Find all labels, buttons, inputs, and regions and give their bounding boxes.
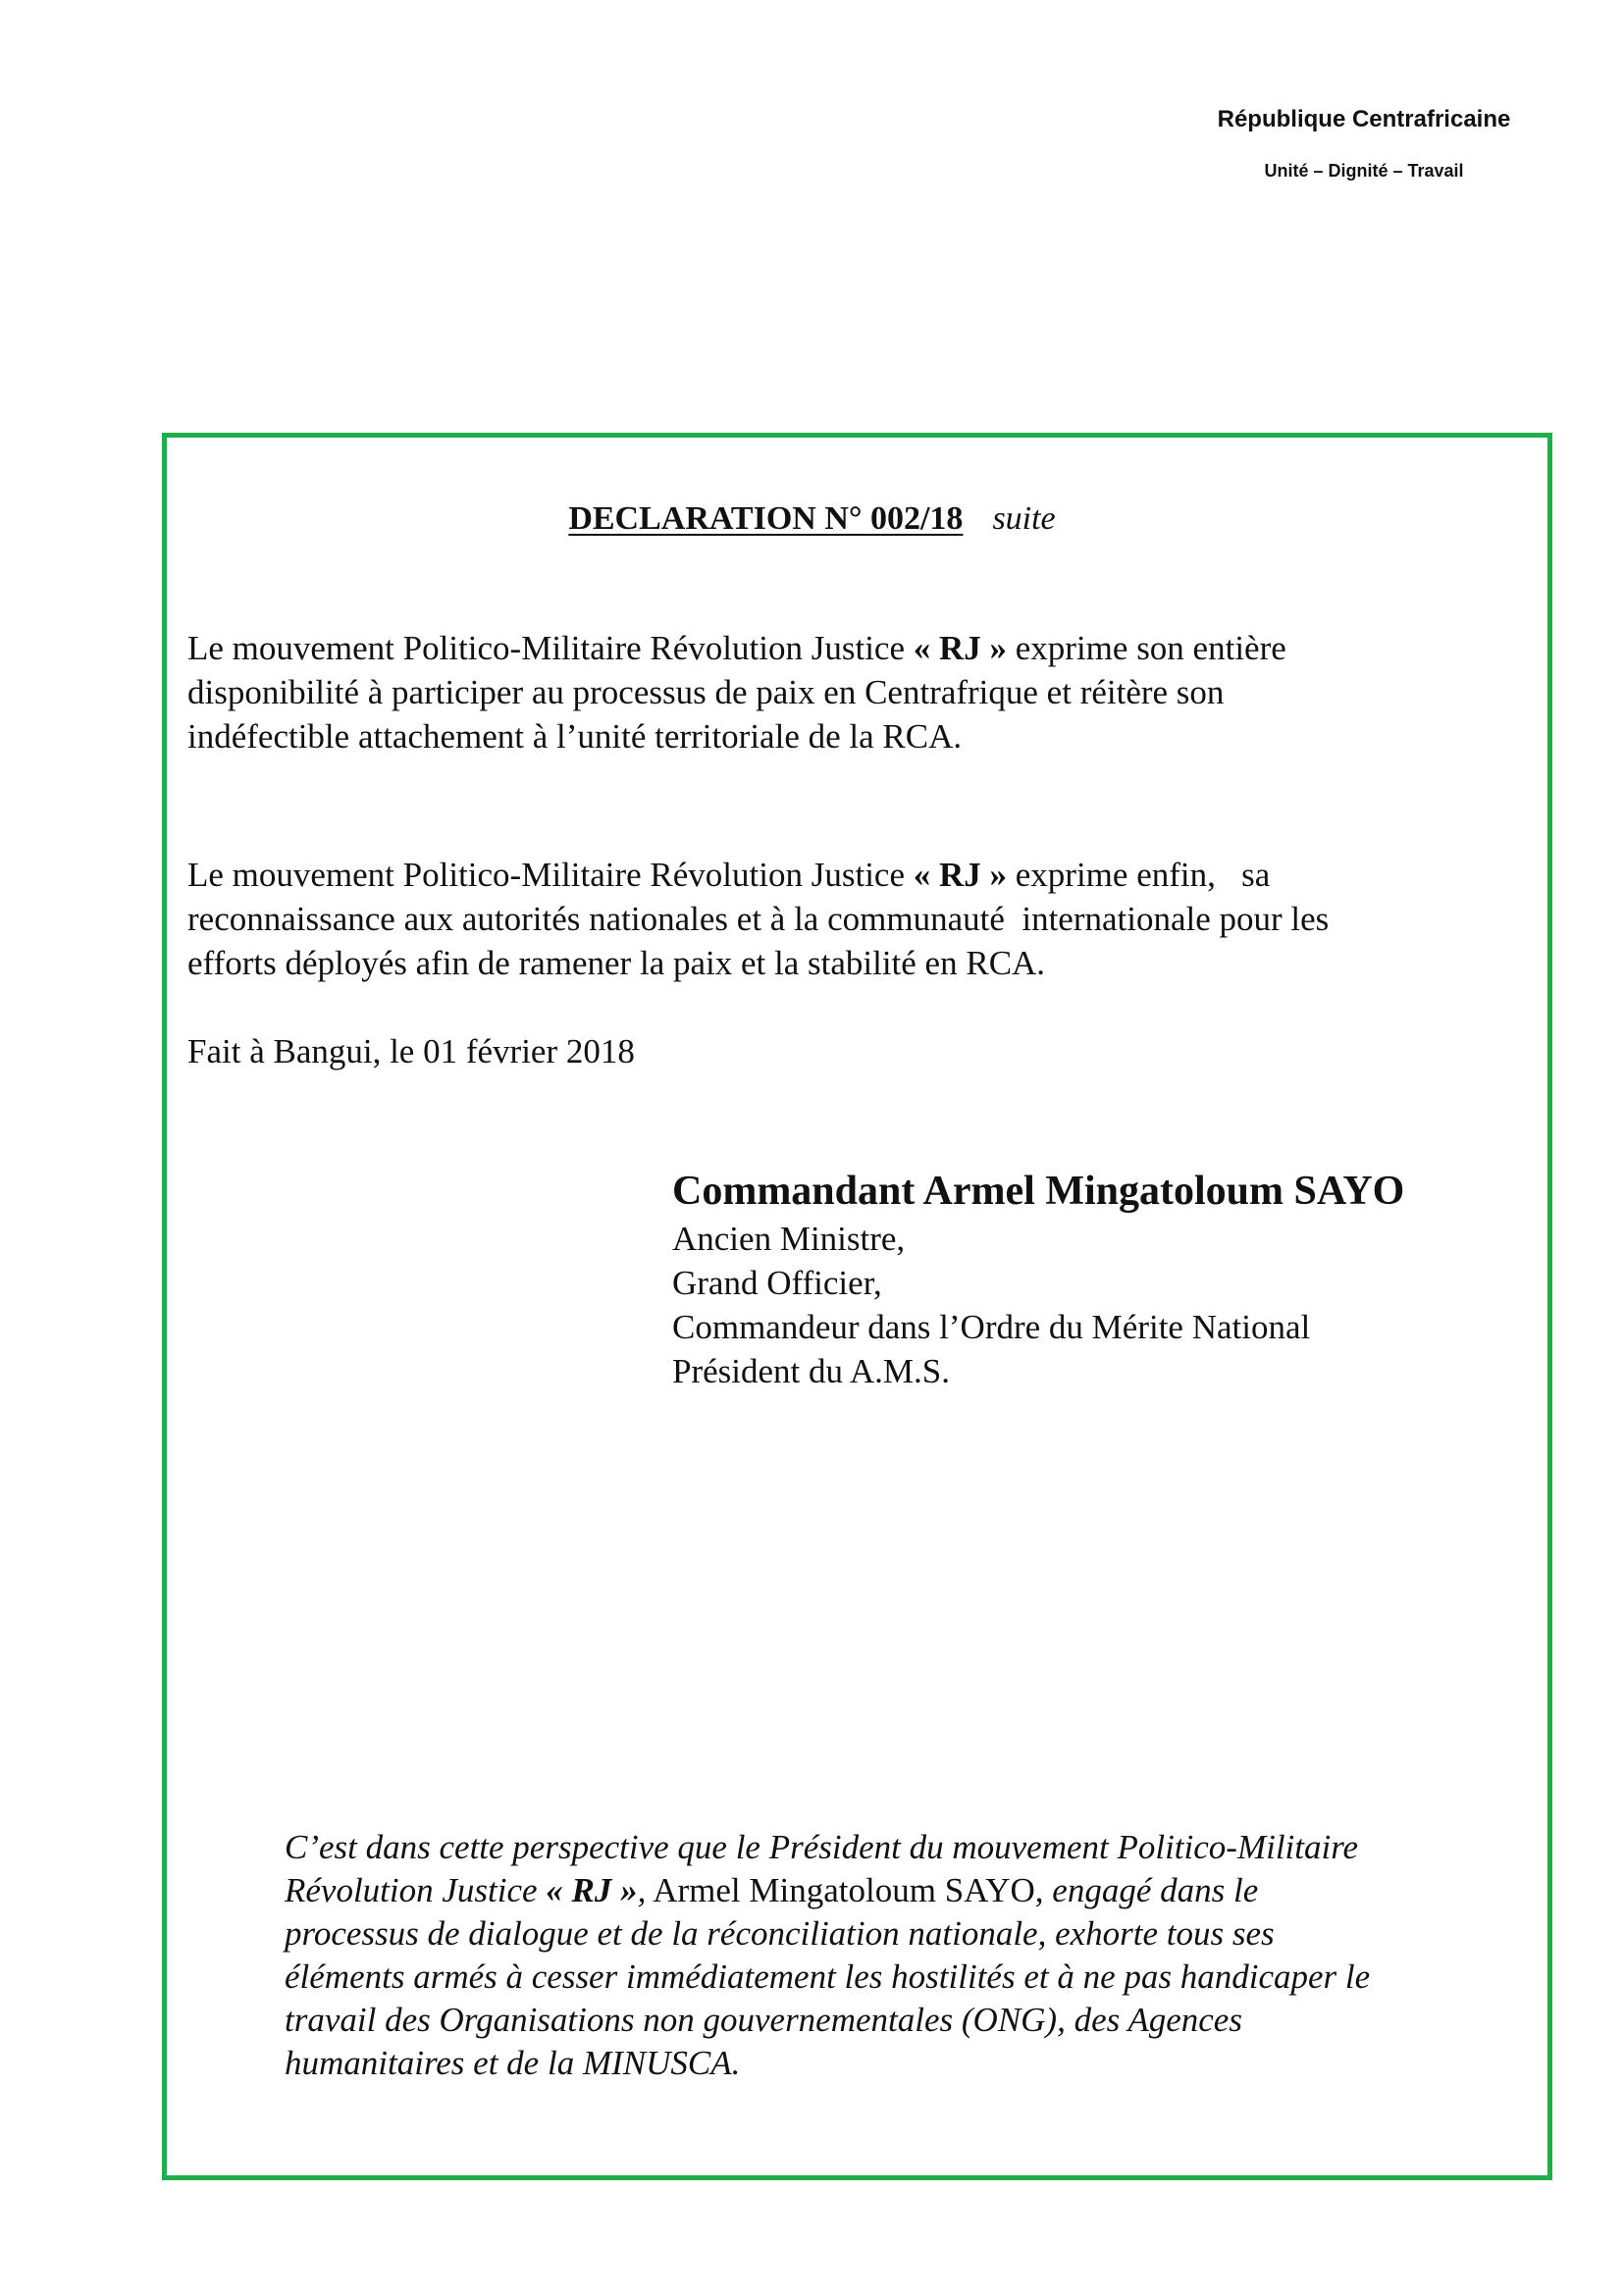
signatory-title: Commandeur dans l’Ordre du Mérite National [672,1308,1311,1346]
text-segment: , engagé dans le [1034,1871,1259,1909]
closing-line: C’est dans cette perspective que le Président du mouvement Politico-Militaire [285,1828,1359,1866]
rj-abbreviation: « RJ » [913,629,1008,667]
closing-line: travail des Organisations non gouvernementales (ONG), des Agences [285,2001,1242,2039]
closing-line: humanitaires et de la MINUSCA. [285,2044,741,2082]
president-name: Armel Mingatoloum SAYO [646,1871,1035,1909]
rj-abbreviation: « RJ » [913,856,1008,894]
paragraph-line: reconnaissance aux autorités nationales et à la communauté internationale pour les [187,900,1330,938]
paragraph-line [187,626,1551,670]
paragraph-line: efforts déployés afin de ramener la paix et la stabilité en RCA. [187,944,1046,982]
signatory-title: Ancien Ministre, [672,1220,906,1258]
paragraph-line [187,853,1551,897]
declaration-number: DECLARATION N° 002/18 [568,500,964,537]
national-motto: Unité – Dignité – Travail [1264,161,1464,181]
paragraph-gratitude [187,853,1551,985]
paragraph-line: disponibilité à participer au processus de paix en Centrafrique et réitère son [187,673,1225,711]
signatory-name: Commandant Armel Mingatoloum SAYO [672,1169,1405,1214]
signatory-title: Grand Officier, [672,1264,882,1302]
place-and-date: Fait à Bangui, le 01 février 2018 [187,1032,635,1070]
declaration-title [0,500,1624,538]
rj-abbreviation: « RJ » [546,1871,638,1909]
paragraph-availability [187,626,1551,758]
signature-block [672,1166,1536,1393]
signatory-title: Président du A.M.S. [672,1352,950,1390]
text-segment: Le mouvement Politico-Militaire Révolution Justice [187,629,914,667]
text-segment: Révolution Justice [285,1871,547,1909]
closing-statement [285,1826,1541,2085]
text-segment: exprime son entière [1007,629,1286,667]
country-name: République Centrafricaine [1217,106,1511,132]
text-segment: exprime enfin, sa [1007,856,1271,894]
title-suffix: suite [992,500,1056,537]
text-segment: , [637,1871,647,1909]
text-segment: Le mouvement Politico-Militaire Révolution Justice [187,856,914,894]
closing-line [285,1869,1541,1912]
letterhead [1079,106,1590,182]
paragraph-line: indéfectible attachement à l’unité territoriale de la RCA. [187,717,963,756]
closing-line: éléments armés à cesser immédiatement les hostilités et à ne pas handicaper le [285,1957,1371,1996]
closing-line: processus de dialogue et de la réconciliation nationale, exhorte tous ses [285,1914,1275,1953]
